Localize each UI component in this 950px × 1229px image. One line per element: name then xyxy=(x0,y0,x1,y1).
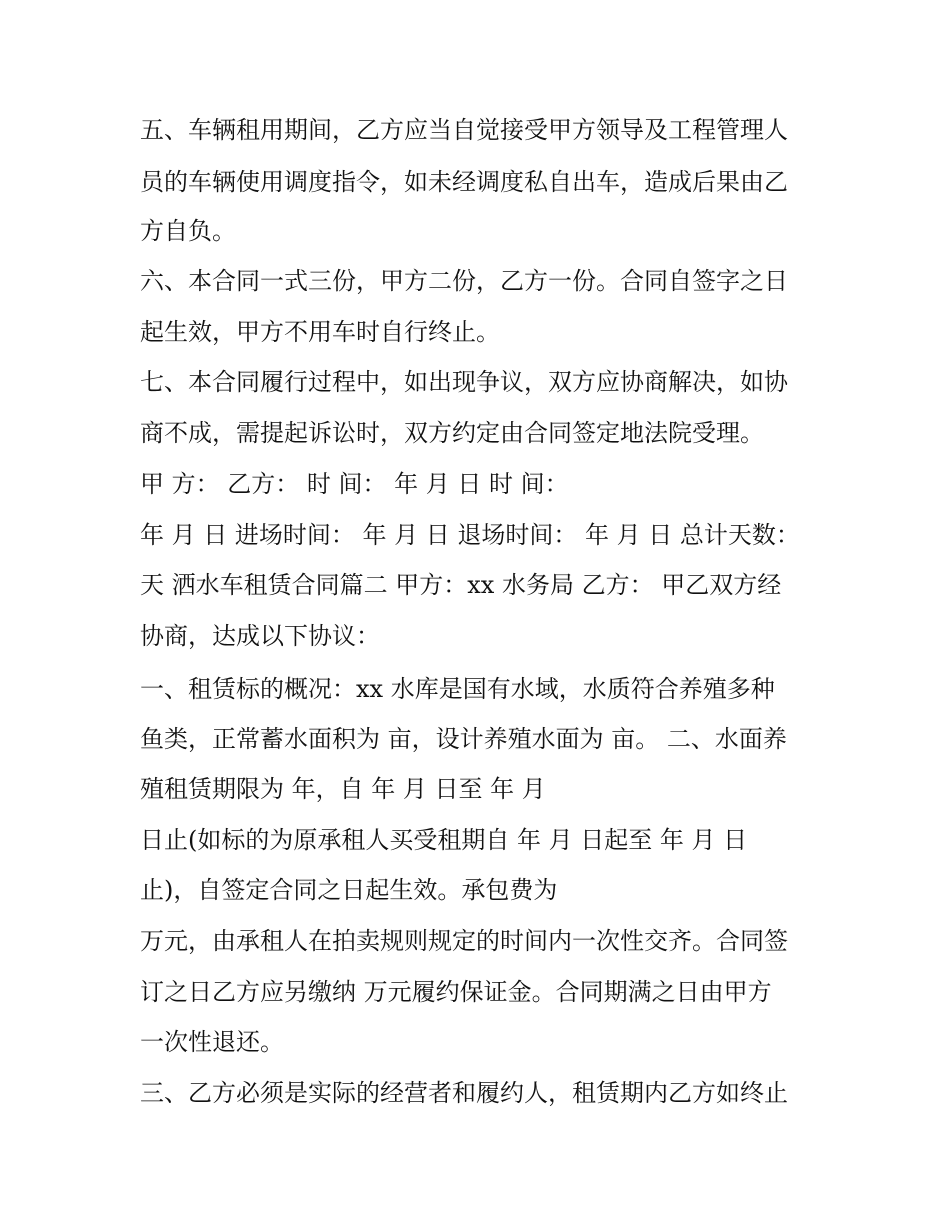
text-line: 殖租赁期限为 年，自 年 月 日至 年 月 xyxy=(140,775,546,803)
text-line: 方自负。 xyxy=(140,217,236,245)
text-line: 日止(如标的为原承租人买受租期自 年 月 日起至 年 月 日 xyxy=(140,826,748,854)
text-line: 一、租赁标的概况：xx 水库是国有水域，水质符合养殖多种 xyxy=(140,675,775,703)
text-line: 万元，由承租人在拍卖规则规定的时间内一次性交齐。合同签 xyxy=(140,927,788,955)
text-line: 订之日乙方应另缴纳 万元履约保证金。合同期满之日由甲方 xyxy=(140,978,772,1006)
text-line: 年 月 日 进场时间： 年 月 日 退场时间： 年 月 日 总计天数： xyxy=(140,521,800,549)
text-line: 天 洒水车租赁合同篇二 甲方：xx 水务局 乙方： 甲乙双方经 xyxy=(140,571,782,599)
text-line: 商不成，需提起诉讼时，双方约定由合同签定地法院受理。 xyxy=(140,419,764,447)
text-line: 甲 方： 乙方： 时 间： 年 月 日 时 间： xyxy=(140,470,569,498)
text-line: 五、车辆租用期间，乙方应当自觉接受甲方领导及工程管理人 xyxy=(140,116,788,144)
text-line: 鱼类，正常蓄水面积为 亩，设计养殖水面为 亩。 二、水面养 xyxy=(140,725,787,753)
text-line: 三、乙方必须是实际的经营者和履约人，租赁期内乙方如终止 xyxy=(140,1079,788,1107)
text-line: 起生效，甲方不用车时自行终止。 xyxy=(140,318,500,346)
text-line: 六、本合同一式三份，甲方二份，乙方一份。合同自签字之日 xyxy=(140,267,788,295)
text-line: 止)，自签定合同之日起生效。承包费为 xyxy=(140,876,558,904)
text-line: 七、本合同履行过程中，如出现争议，双方应协商解决，如协 xyxy=(140,368,788,396)
text-line: 协商，达成以下协议： xyxy=(140,622,380,650)
text-line: 一次性退还。 xyxy=(140,1028,284,1056)
text-line: 员的车辆使用调度指令，如未经调度私自出车，造成后果由乙 xyxy=(140,168,788,196)
